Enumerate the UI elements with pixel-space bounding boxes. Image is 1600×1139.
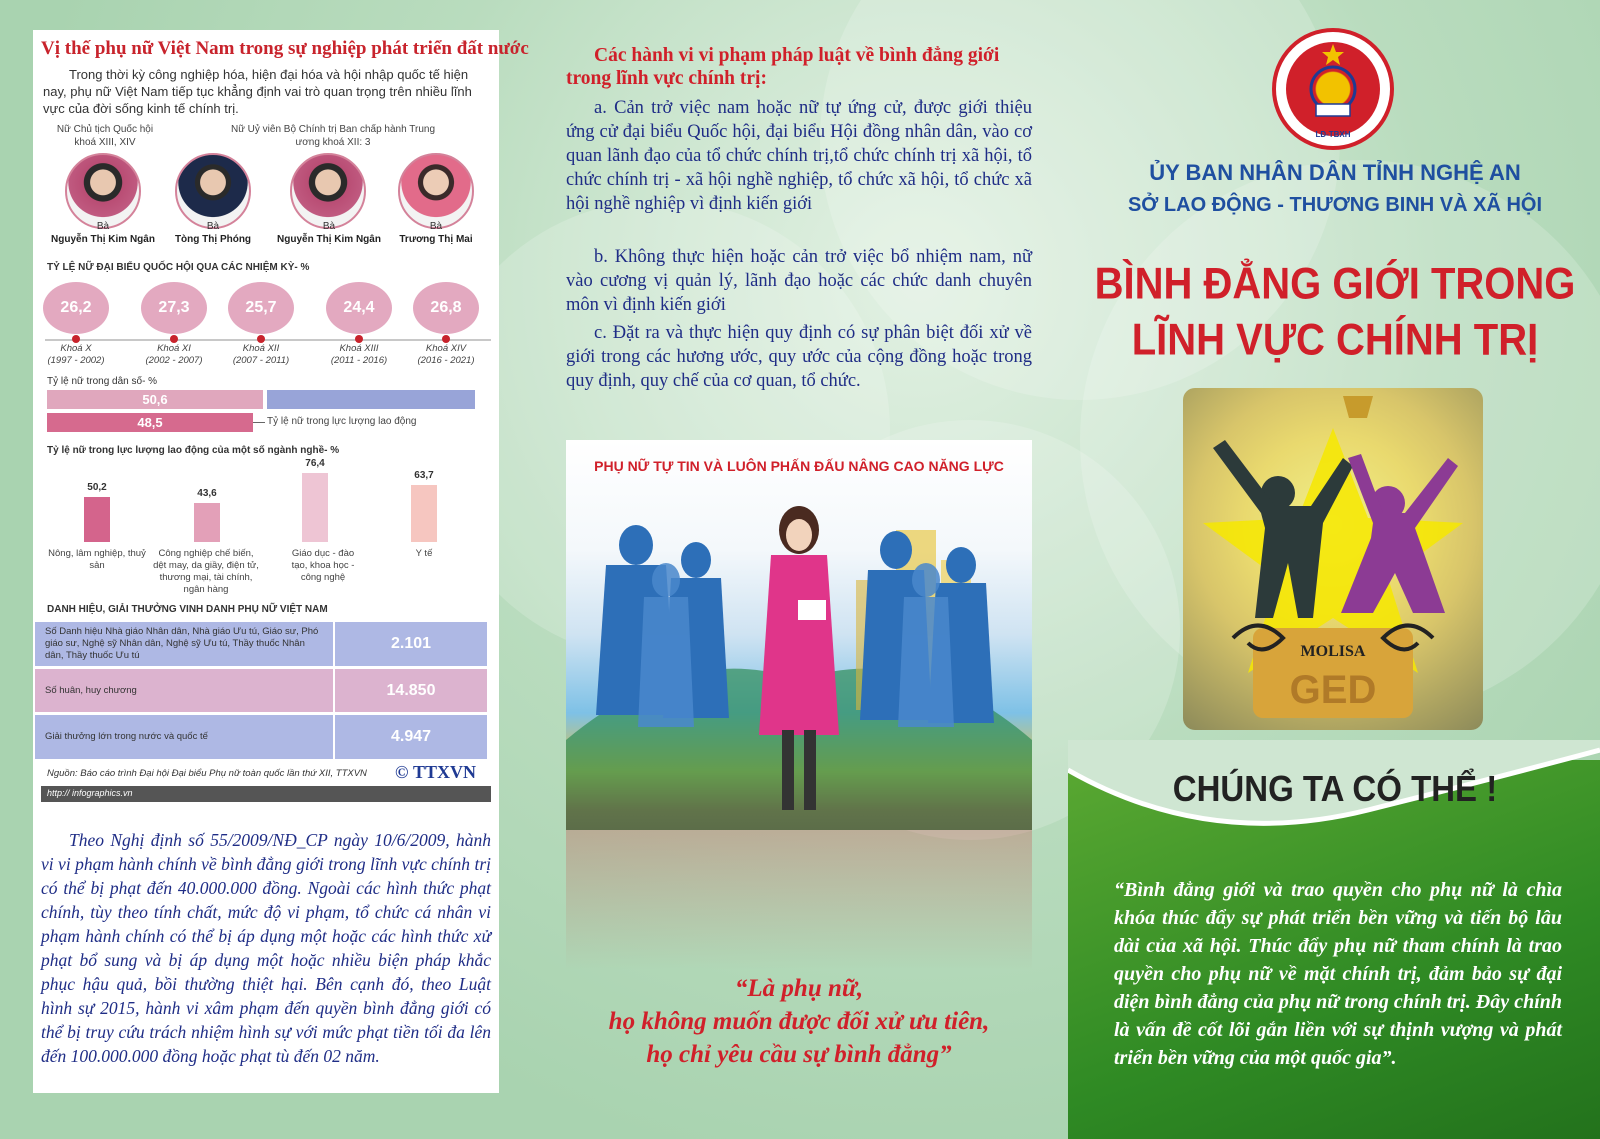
portrait-3 [290, 153, 366, 229]
portrait-1 [65, 153, 141, 229]
deputies-title: TỶ LỆ NỮ ĐẠI BIỂU QUỐC HỘI QUA CÁC NHIỆM KỲ- % [47, 262, 310, 273]
gender-equality-artwork [1183, 388, 1483, 730]
sector-value: 43,6 [197, 487, 217, 499]
label-leader [253, 422, 265, 423]
timeline-dot [170, 335, 178, 343]
left-panel [33, 0, 529, 1139]
infographic-title: Vị thế phụ nữ Việt Nam trong sự nghiệp phát triển đất nước [41, 38, 529, 59]
population-bar: 50,6 [47, 390, 263, 409]
sectors-title: Tỷ lệ nữ trong lực lượng lao động của một số ngành nghề- % [47, 445, 340, 456]
sector-value: 76,4 [305, 458, 325, 470]
middle-quote: “Là phụ nữ, họ không muốn được đối xử ưu tiên, họ chỉ yêu cầu sự bình đẳng” [608, 975, 990, 1068]
award-row: Số huân, huy chương 14.850 [35, 669, 487, 712]
person-4: Bà Trương Thị Mai [399, 221, 473, 245]
awards-title: DANH HIỆU, GIẢI THƯỞNG VINH DANH PHỤ NỮ VIỆT NAM [47, 604, 328, 615]
slogan: CHÚNG TA CÓ THỂ ! [1172, 768, 1498, 809]
term-label: Khoá XIV (2016 - 2021) [417, 343, 475, 366]
population-title: Tỷ lệ nữ trong dân số- % [47, 376, 158, 387]
source-note: Nguồn: Báo cáo trình Đại hội Đại biểu Phụ nữ toàn quốc lần thứ XII, TTXVN [47, 768, 367, 779]
sector-value: 50,2 [87, 481, 107, 493]
decree-paragraph: Theo Nghị định số 55/2009/NĐ_CP ngày 10/6/2009, hành vi vi phạm hành chính về bình đẳng giới trong lĩnh vực chính trị có thể bị phạt đến 40.000.000 đồng. Ngoài các hình thức phạt chính, tùy theo tính chất, mức độ vi phạm, tổ chức cá nhân vi phạm hành chính có thể bị áp dụng một hoặc các hình thức xử phạt bổ sung và bị áp dụng một hoặc nhiều biện pháp khắc phục hậu quả, bồi thường thiệt hại. Bên cạnh đó, theo Luật hình sự 2015, hành vi xâm phạm đến quyền bình đẳng giới có thể bị truy cứu trách nhiệm hình sự với mức phạt tiền tối đa lên đến 100.000.000 đồng hoặc phạt tù đến 02 năm. [33, 818, 499, 1093]
deputy-bubble: 25,7 [228, 282, 294, 334]
ministry-emblem: LĐ-TBXH [1272, 28, 1394, 150]
sector-bar [411, 485, 437, 542]
art-caption-2: GED [1289, 668, 1377, 712]
person-1: Bà Nguyễn Thị Kim Ngân [51, 221, 155, 245]
timeline-dot [442, 335, 450, 343]
org-province: ỦY BAN NHÂN DÂN TỈNH NGHỆ AN [1149, 160, 1521, 185]
award-row: Số Danh hiệu Nhà giáo Nhân dân, Nhà giáo Ưu tú, Giáo sư, Phó giáo sư, Nghệ sỹ Nhân dân, Nghệ sỹ Ưu tú, Thầy thuốc Nhân dân, Thầy thuốc Ưu tú 2.101 [35, 622, 487, 666]
sector-bar [302, 473, 328, 542]
org-department: SỞ LAO ĐỘNG - THƯƠNG BINH VÀ XÃ HỘI [1127, 194, 1543, 216]
term-label: Khoá X (1997 - 2002) [47, 343, 105, 366]
timeline [45, 339, 491, 341]
poster-title: PHỤ NỮ TỰ TIN VÀ LUÔN PHẤN ĐẤU NÂNG CAO NĂNG LỰC [594, 458, 1004, 474]
right-quote: “Bình đẳng giới và trao quyền cho phụ nữ là chìa khóa thúc đẩy sự phát triển bền vững và tiến bộ lâu dài của xã hội. Thúc đẩy phụ nữ tham chính là trao quyền cho phụ nữ về mặt chính trị, đảm bảo sự đại diện bình đẳng của phụ nữ trong chính trị. Đây chính là vấn đề cốt lõi gắn liền với sự thịnh vượng và phát triển bền vững của một quốc gia”. [1114, 879, 1562, 1069]
source-url: http:// infographics.vn [41, 786, 491, 802]
violations-title: Các hành vi vi phạm pháp luật về bình đẳng giới trong lĩnh vực chính trị: [566, 45, 1000, 89]
term-label: Khoá XII (2007 - 2011) [232, 343, 290, 366]
term-label: Khoá XI (2002 - 2007) [145, 343, 203, 366]
award-row: Giải thưởng lớn trong nước và quốc tế 4.947 [35, 715, 487, 759]
person-2: Bà Tòng Thị Phóng [174, 221, 252, 245]
portrait-4 [398, 153, 474, 229]
sector-category: Nông, lâm nghiệp, thuỷ sản [48, 548, 146, 571]
labor-bar: 48,5 [47, 413, 253, 432]
population-track [267, 390, 475, 409]
artwork-illustration [1183, 388, 1483, 730]
violation-c: c. Đặt ra và thực hiện quy định có sự phân biệt đối xử về giới trong các hương ước, quy ước của cộng đồng hoặc trong quy định, quy chế của cơ quan, tổ chức. [566, 323, 1032, 391]
sector-category: Giáo dục - đào tạo, khoa học - công nghệ [291, 548, 355, 583]
art-caption-1: MOLISA [1300, 643, 1366, 660]
infographic [33, 30, 529, 818]
timeline-dot [257, 335, 265, 343]
person-3: Bà Nguyễn Thị Kim Ngân [277, 221, 381, 245]
sector-category: Y tế [415, 548, 433, 559]
middle-panel [566, 0, 1036, 1139]
sector-bar [84, 497, 110, 542]
violation-b: b. Không thực hiện hoặc cản trở việc bổ nhiệm nam, nữ vào cương vị quản lý, lãnh đạo hoặc các chức danh chuyên môn vì định kiến giới [566, 247, 1032, 315]
portrait-2 [175, 153, 251, 229]
main-title: BÌNH ĐẲNG GIỚI TRONG LĨNH VỰC CHÍNH TRỊ [1094, 259, 1576, 365]
violation-a: a. Cản trở việc nam hoặc nữ tự ứng cử, được giới thiệu ứng cử đại biểu Quốc hội, đại biểu Hội đồng nhân dân, vào cơ quan lãnh đạo của tổ chức chính trị,tổ chức chính trị xã hội, tổ chức chính trị - xã hội nghề nghiệp, tổ chức xã hội, tổ chức xã hội nghề nghiệp vì định kiến giới [566, 98, 1032, 214]
deputy-bubble: 26,2 [43, 282, 109, 334]
sector-category: Công nghiệp chế biến, dệt may, da giầy, điện tử, thương mại, tài chính, ngân hàng [153, 548, 259, 595]
term-label: Khoá XIII (2011 - 2016) [330, 343, 388, 366]
right-panel [1070, 0, 1600, 1139]
deputy-bubble: 24,4 [326, 282, 392, 334]
deputy-bubble: 27,3 [141, 282, 207, 334]
poster-reflection [566, 830, 1032, 970]
poster-illustration [566, 440, 1032, 830]
ttxvn-logo: © TTXVN [395, 762, 476, 782]
poster-image [566, 440, 1032, 830]
labor-label: Tỷ lệ nữ trong lực lượng lao động [267, 416, 417, 427]
timeline-dot [72, 335, 80, 343]
sector-value: 63,7 [414, 469, 434, 481]
caption-politburo: Nữ Uỷ viên Bộ Chính trị Ban chấp hành Trung ương khoá XII: 3 [230, 124, 436, 148]
sector-bar [194, 503, 220, 542]
deputy-bubble: 26,8 [413, 282, 479, 334]
timeline-dot [355, 335, 363, 343]
caption-chair: Nữ Chủ tịch Quốc hội khoá XIII, XIV [56, 124, 154, 148]
infographic-intro: Trong thời kỳ công nghiệp hóa, hiện đại hóa và hội nhập quốc tế hiện nay, phụ nữ Việt Nam tiếp tục khẳng định vai trò quan trọng trên nhiều lĩnh vực của đời sống kinh tế chính trị. [43, 67, 472, 116]
